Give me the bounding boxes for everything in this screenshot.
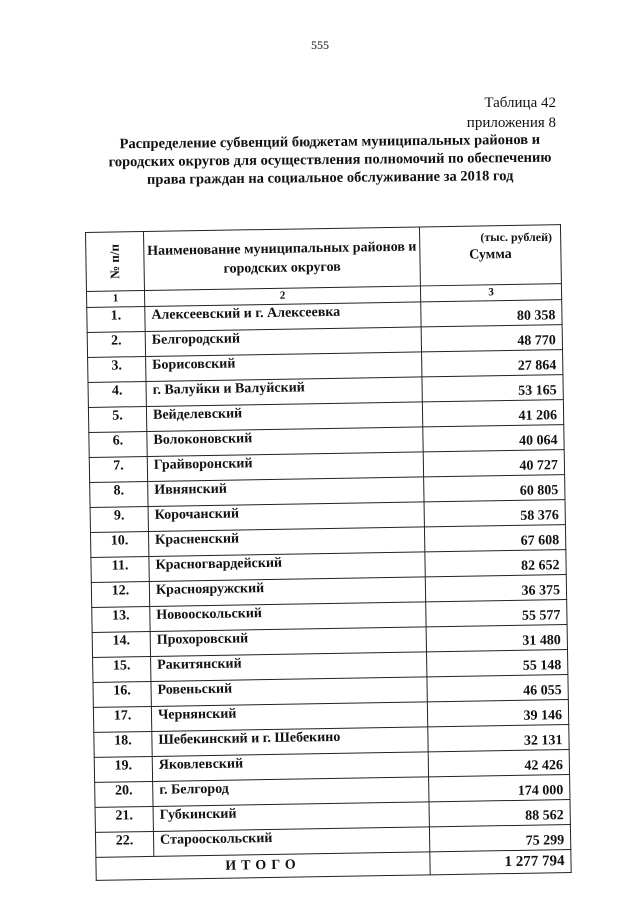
row-district-name: Корочанский xyxy=(148,502,424,532)
row-number: 20. xyxy=(95,781,153,807)
row-number: 8. xyxy=(90,481,148,507)
column-index-2: 2 xyxy=(144,286,420,307)
row-number: 5. xyxy=(88,407,146,433)
row-sum: 60 805 xyxy=(424,475,565,502)
row-district-name: Ракитянский xyxy=(151,652,427,682)
row-number: 19. xyxy=(94,756,152,782)
row-sum: 36 375 xyxy=(425,575,566,602)
table-body xyxy=(87,300,571,881)
table-ref-line1: Таблица 42 xyxy=(484,95,556,111)
row-sum: 42 426 xyxy=(428,750,569,777)
row-number: 3. xyxy=(88,357,146,383)
row-sum: 40 064 xyxy=(423,425,564,452)
row-district-name: Вейделевский xyxy=(146,402,422,432)
row-number: 7. xyxy=(89,456,147,482)
row-sum: 31 480 xyxy=(426,625,567,652)
column-index-3: 3 xyxy=(420,284,561,302)
document-title: Распределение субвенций бюджетам муниципальных районов и городских округов для осуществления полномочий по обеспечению права граждан на социальное обслуживание за 2018 год xyxy=(108,131,552,188)
total-sum: 1 277 794 xyxy=(430,850,571,875)
row-district-name: Чернянский xyxy=(151,702,427,732)
row-number: 12. xyxy=(91,581,149,607)
table-header-row xyxy=(86,225,562,292)
row-sum: 88 562 xyxy=(429,800,570,827)
row-number: 11. xyxy=(91,556,149,582)
header-sum: Сумма xyxy=(419,225,561,286)
row-number: 13. xyxy=(92,606,150,632)
row-district-name: Красненский xyxy=(148,527,424,557)
row-number: 9. xyxy=(90,506,148,532)
row-district-name: Ровеньский xyxy=(151,677,427,707)
row-number: 18. xyxy=(94,731,152,757)
column-index-1: 1 xyxy=(86,291,144,308)
row-sum: 58 376 xyxy=(424,500,565,527)
row-sum: 32 131 xyxy=(428,725,569,752)
row-sum: 27 864 xyxy=(422,350,563,377)
header-number: № п/п xyxy=(86,232,145,292)
row-district-name: Ивнянский xyxy=(148,477,424,507)
row-district-name: г. Валуйки и Валуйский xyxy=(146,377,422,407)
row-number: 17. xyxy=(93,706,151,732)
row-sum: 80 358 xyxy=(421,300,562,327)
row-district-name: Белгородский xyxy=(145,327,421,357)
row-district-name: Новооскольский xyxy=(150,602,426,632)
row-sum: 48 770 xyxy=(421,325,562,352)
distribution-table xyxy=(85,224,572,881)
distribution-table-wrapper xyxy=(85,224,571,881)
row-sum: 174 000 xyxy=(429,775,570,802)
row-district-name: Краснояружский xyxy=(149,577,425,607)
row-number: 22. xyxy=(95,831,153,857)
row-sum: 55 577 xyxy=(426,600,567,627)
row-sum: 53 165 xyxy=(422,375,563,402)
row-district-name: Борисовский xyxy=(146,352,422,382)
table-ref-line2: приложения 8 xyxy=(466,115,556,131)
row-sum: 67 608 xyxy=(424,525,565,552)
row-number: 16. xyxy=(93,681,151,707)
row-number: 15. xyxy=(93,656,151,682)
row-number: 4. xyxy=(88,382,146,408)
row-sum: 46 055 xyxy=(427,675,568,702)
units-label: (тыс. рублей) xyxy=(480,230,552,244)
row-sum: 82 652 xyxy=(425,550,566,577)
row-sum: 55 148 xyxy=(427,650,568,677)
row-district-name: Прохоровский xyxy=(150,627,426,657)
row-number: 10. xyxy=(90,531,148,557)
row-number: 6. xyxy=(89,432,147,458)
page-number: 555 xyxy=(311,38,329,52)
row-district-name: Шебекинский и г. Шебекино xyxy=(152,727,428,757)
row-number: 14. xyxy=(92,631,150,657)
row-district-name: Волоконовский xyxy=(147,427,423,457)
row-district-name: Губкинский xyxy=(153,802,429,832)
row-district-name: Яковлевский xyxy=(152,752,428,782)
row-district-name: Старооскольский xyxy=(153,827,429,857)
row-number: 2. xyxy=(87,332,145,358)
row-district-name: Алексеевский и г. Алексеевка xyxy=(145,302,421,332)
total-label: ИТОГО xyxy=(96,852,430,881)
row-sum: 41 206 xyxy=(422,400,563,427)
row-sum: 39 146 xyxy=(427,700,568,727)
row-number: 1. xyxy=(87,307,145,333)
row-sum: 75 299 xyxy=(429,825,570,852)
row-sum: 40 727 xyxy=(423,450,564,477)
row-district-name: Грайворонский xyxy=(147,452,423,482)
row-district-name: Красногвардейский xyxy=(149,552,425,582)
header-name: Наименование муниципальных районов и городских округов xyxy=(144,227,421,291)
row-district-name: г. Белгород xyxy=(153,777,429,807)
row-number: 21. xyxy=(95,806,153,832)
table-reference xyxy=(467,93,556,133)
